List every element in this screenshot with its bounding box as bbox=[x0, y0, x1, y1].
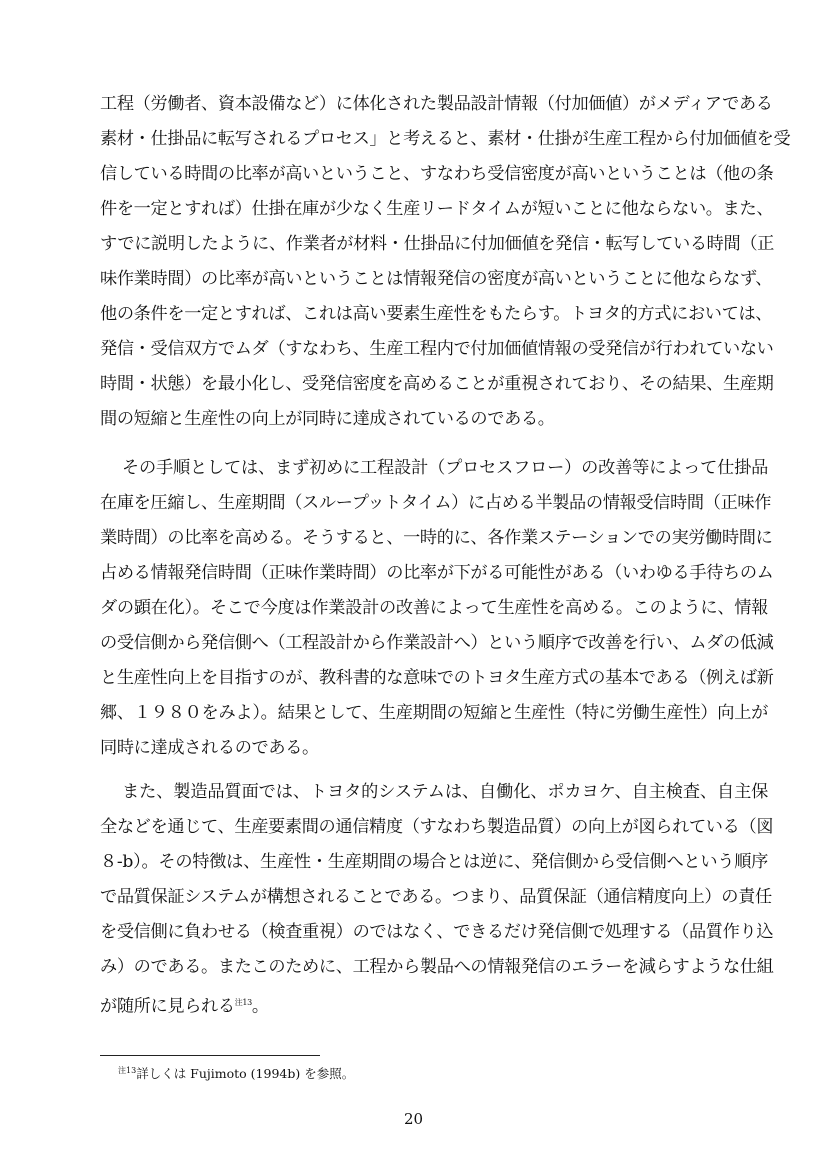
text-line: 発信・受信双方でムダ（すなわち、生産工程内で付加価値情報の受発信が行われていない bbox=[100, 339, 774, 359]
text-line: と生産性向上を目指すのが、教科書的な意味でのトヨタ生産方式の基本である（例えば新 bbox=[100, 668, 774, 688]
text-line: 素材・仕掛品に転写されるプロセス」と考えると、素材・仕掛が生産工程から付加価値を受 bbox=[100, 129, 791, 149]
text-line: また、製造品質面では、トヨタ的システムは、自働化、ポカヨケ、自主検査、自主保 bbox=[122, 782, 768, 802]
text-line-final bbox=[100, 985, 768, 1020]
text-line: を受信側に負わせる（検査重視）のではなく、できるだけ発信側で処理する（品質作り込 bbox=[100, 922, 774, 942]
text-line: 信している時間の比率が高いということ、すなわち受信密度が高いということは（他の条 bbox=[100, 164, 774, 184]
footnote-reference[interactable]: 注13 bbox=[234, 998, 252, 1007]
text-line: 全などを通じて、生産要素間の通信精度（すなわち製造品質）の向上が図られている（図 bbox=[100, 817, 774, 837]
paragraph-3 bbox=[100, 775, 774, 1020]
footnote-mark: 注13 bbox=[118, 1066, 137, 1075]
final-text: が随所に見られる bbox=[100, 996, 235, 1017]
text-line: ダの顕在化）。そこで今度は作業設計の改善によって生産性を高める。このように、情報 bbox=[100, 598, 768, 618]
text-line: ８-b）。その特徴は、生産性・生産期間の場合とは逆に、発信側から受信側へという順序 bbox=[100, 852, 768, 872]
text-line: その手順としては、まず初めに工程設計（プロセスフロー）の改善等によって仕掛品 bbox=[122, 458, 768, 478]
text-line: 郷、１９８０をみよ）。結果として、生産期間の短縮と生産性（特に労働生産性）向上が bbox=[100, 703, 768, 723]
final-punctuation: 。 bbox=[251, 996, 269, 1017]
paragraph-2 bbox=[100, 451, 774, 766]
text-line: 味作業時間）の比率が高いということは情報発信の密度が高いということに他ならなず、 bbox=[100, 269, 773, 289]
text-line: の受信側から発信側へ（工程設計から作業設計へ）という順序で改善を行い、ムダの低減 bbox=[100, 633, 774, 653]
footnote bbox=[118, 1062, 354, 1083]
text-line: 占める情報発信時間（正味作業時間）の比率が下がる可能性がある（いわゆる手待ちのム bbox=[100, 563, 774, 583]
footnote-divider bbox=[100, 1055, 320, 1056]
footnote-text: 詳しくは Fujimoto (1994b) を参照。 bbox=[136, 1066, 355, 1082]
text-line: すでに説明したように、作業者が材料・仕掛品に付加価値を発信・転写している時間（正 bbox=[100, 234, 775, 254]
text-line: で品質保証システムが構想されることである。つまり、品質保証（通信精度向上）の責任 bbox=[100, 887, 772, 907]
text-line: 時間・状態）を最小化し、受発信密度を高めることが重視されており、その結果、生産期 bbox=[100, 374, 774, 394]
text-line: み）のである。またこのために、工程から製品への情報発信のエラーを減らすような仕組 bbox=[100, 957, 774, 977]
text-line: 件を一定とすれば）仕掛在庫が少なく生産リードタイムが短いことに他ならない。また、 bbox=[100, 199, 774, 219]
text-line: 業時間）の比率を高める。そうすると、一時的に、各作業ステーションでの実労働時間に bbox=[100, 528, 773, 548]
text-line: 在庫を圧縮し、生産期間（スループットタイム）に占める半製品の情報受信時間（正味作 bbox=[100, 493, 772, 513]
text-line: 間の短縮と生産性の向上が同時に達成されているのである。 bbox=[100, 409, 555, 429]
text-line: 同時に達成されるのである。 bbox=[100, 738, 319, 758]
paragraph-1 bbox=[100, 87, 791, 437]
text-line: 工程（労働者、資本設備など）に体化された製品設計情報（付加価値）がメディアである bbox=[100, 94, 773, 114]
text-line: 他の条件を一定とすれば、これは高い要素生産性をもたらす。トヨタ的方式においては、 bbox=[100, 304, 773, 324]
page-number: 20 bbox=[403, 1110, 424, 1128]
